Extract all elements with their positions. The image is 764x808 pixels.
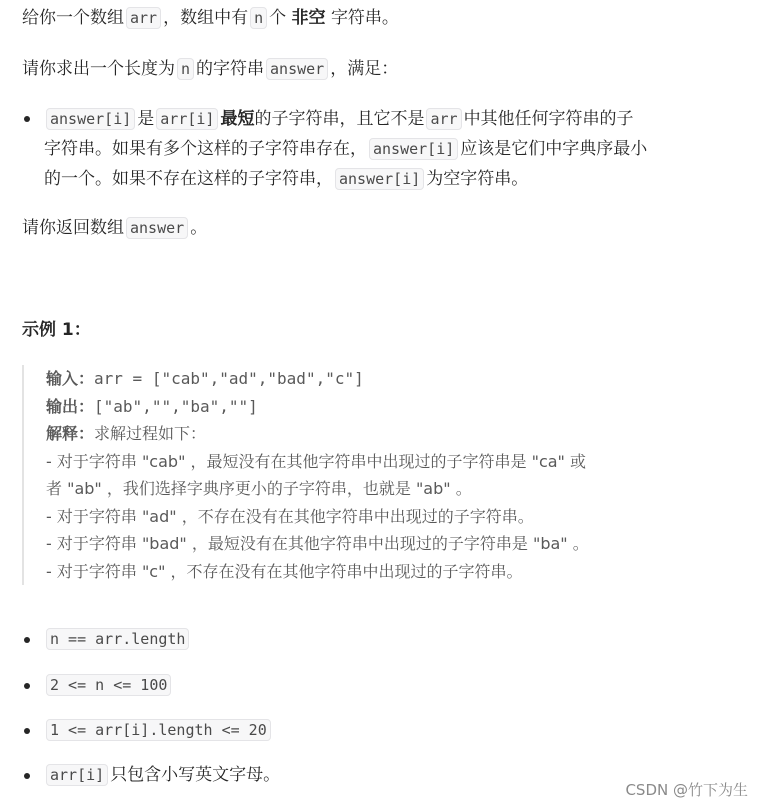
text: 给你一个数组 [22,8,124,28]
list-item [22,761,522,789]
bullet-icon [24,773,30,779]
text: 为空字符串。 [426,169,529,189]
explanation-line: - 对于字符串 "c" ，不存在没有在其他字符串中出现过的子字符串。 [46,561,523,581]
text: 字符串。 [330,8,399,28]
example-block [22,365,744,585]
example-output [46,393,744,421]
explanation-line: - 对于字符串 "ad" ，不存在没有在其他字符串中出现过的子字符串。 [46,506,534,526]
constraints-list [22,671,522,699]
list-item [22,716,522,744]
example-input [46,365,744,393]
inline-code: arr[i] [156,108,218,130]
constraints-list [22,761,522,789]
inline-code: answer[i] [335,168,424,190]
watermark: CSDN @竹下为生 [625,781,748,799]
inline-code: answer[i] [46,108,135,130]
bullet-icon [24,637,30,643]
text: ，数组中有 [163,8,249,28]
list-item [22,625,522,653]
inline-code: arr [126,7,161,29]
text: ，满足： [330,59,399,79]
inline-code: n == arr.length [46,628,189,650]
text: 个 [269,8,287,28]
example-title: 示例 1： [22,320,91,340]
constraints-list [22,716,522,744]
text: 应该是它们中字典序最小 [460,139,648,159]
output-label: 输出： [46,396,95,416]
inline-code: arr [426,108,461,130]
list-item [22,104,742,194]
constraints-list [22,625,522,653]
explanation-line: - 对于字符串 "bad" ，最短没有在其他字符串中出现过的子字符串是 "ba" 。 [46,534,589,553]
text: 中其他任何字符串的子 [463,109,634,129]
explanation-line: - 对于字符串 "cab" ，最短没有在其他字符串中出现过的子字符串是 "ca" 或 [46,451,587,471]
output-value: ["ab","","ba",""] [94,396,258,416]
bold-text: 非空 [291,8,326,28]
text: 的字符串 [196,59,265,79]
intro-paragraph-3 [22,214,207,242]
inline-code: arr[i] [46,764,108,786]
text: 请你求出一个长度为 [22,59,175,79]
bullet-icon [24,116,30,122]
explain-value: 求解过程如下： [94,424,207,443]
input-value: arr = ["cab","ad","bad","c"] [94,369,364,388]
requirement-list [22,104,742,194]
inline-code: answer[i] [369,138,458,160]
list-item [22,671,522,699]
intro-paragraph-2 [22,55,398,83]
text: 是 [137,109,155,129]
inline-code: answer [266,58,328,80]
inline-code: 2 <= n <= 100 [46,674,171,696]
input-label: 输入： [46,369,95,388]
bold-text: 最短 [220,109,255,129]
inline-code: 1 <= arr[i].length <= 20 [46,719,271,741]
inline-code: n [250,7,267,29]
explain-label: 解释： [46,424,95,443]
bullet-icon [24,683,30,689]
inline-code: n [177,58,194,80]
text: 只包含小写英文字母。 [110,765,281,785]
text: 字符串。如果有多个这样的子字符串存在， [44,139,367,159]
text: 的一个。如果不存在这样的子字符串， [44,169,333,189]
example-explanation [46,420,744,448]
intro-paragraph-1 [22,4,399,32]
inline-code: answer [126,217,188,239]
text: 。 [190,218,208,238]
bullet-icon [24,728,30,734]
text: 请你返回数组 [22,218,124,238]
explanation-line: 者 "ab" ，我们选择字典序更小的子字符串，也就是 "ab" 。 [46,479,472,498]
text: 的子字符串，且它不是 [254,109,425,129]
